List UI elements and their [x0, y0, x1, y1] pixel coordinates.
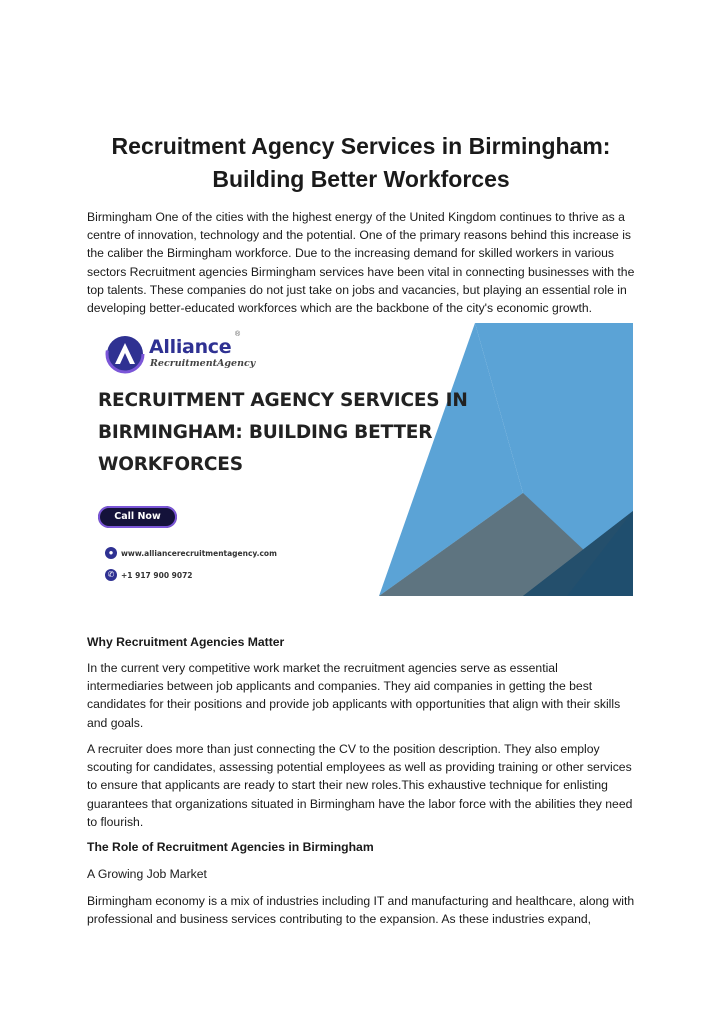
banner-image [87, 323, 633, 596]
title-line-1: Recruitment Agency Services in Birmingham: [111, 133, 611, 159]
phone-icon: ✆ [105, 569, 117, 581]
paragraph-job-market-1: Birmingham economy is a mix of industries including IT and manufacturing and healthcare, along with professional and business services contributing to the expansion. As these industries expand, [87, 894, 635, 927]
paragraph-why-2: A recruiter does more than just connecting the CV to the position description. They also employ scouting for candidates, assessing potential employees as well as providing training or other services to ensure that applicants are ready to start their new roles.This exhaustive technique for enlisting guarantees that organizations situated in Birmingham have the labor force with the abilities they need to flourish. [87, 742, 633, 829]
banner-headline-line-2: BIRMINGHAM: BUILDING BETTER [98, 422, 433, 443]
subheading-job-market: A Growing Job Market [87, 867, 207, 881]
phone-contact[interactable] [105, 568, 193, 582]
call-now-button[interactable]: Call Now [98, 506, 177, 528]
phone-text: +1 917 900 9072 [121, 570, 193, 580]
title-line-2: Building Better Workforces [212, 166, 510, 192]
banner-headline-line-1: RECRUITMENT AGENCY SERVICES IN [98, 390, 468, 411]
banner-headline [98, 385, 478, 481]
website-text: www.alliancerecruitmentagency.com [121, 548, 277, 558]
page-title [87, 130, 635, 196]
website-contact[interactable] [105, 546, 277, 560]
alliance-logo-icon [105, 334, 145, 374]
globe-icon: ● [105, 547, 117, 559]
banner-headline-line-3: WORKFORCES [98, 454, 243, 475]
section-heading-why: Why Recruitment Agencies Matter [87, 635, 285, 649]
intro-paragraph: Birmingham One of the cities with the highest energy of the United Kingdom continues to thrive as a centre of innovation, technology and the potential. One of the primary reasons behind this increase is the caliber the Birmingham workforce. Due to the increasing demand for skilled workers in various sectors Recruitment agencies Birmingham services have been vital in connecting businesses with the top talents. These companies do not just take on jobs and vacancies, but playing an essential role in developing better-educated workforces which are the backbone of the city's economic growth. [87, 210, 635, 316]
logo-subtitle: RecruitmentAgency [150, 358, 256, 369]
logo-wordmark: Alliance [149, 336, 232, 358]
alliance-logo [105, 331, 256, 377]
paragraph-why-1: In the current very competitive work market the recruitment agencies serve as essential intermediaries between job applicants and companies. They aid companies in getting the best candidates for their positions and provide job applicants with opportunities that align with their skills and goals. [87, 661, 621, 730]
section-heading-role: The Role of Recruitment Agencies in Birmingham [87, 840, 374, 854]
logo-registered-mark: ® [235, 331, 241, 338]
